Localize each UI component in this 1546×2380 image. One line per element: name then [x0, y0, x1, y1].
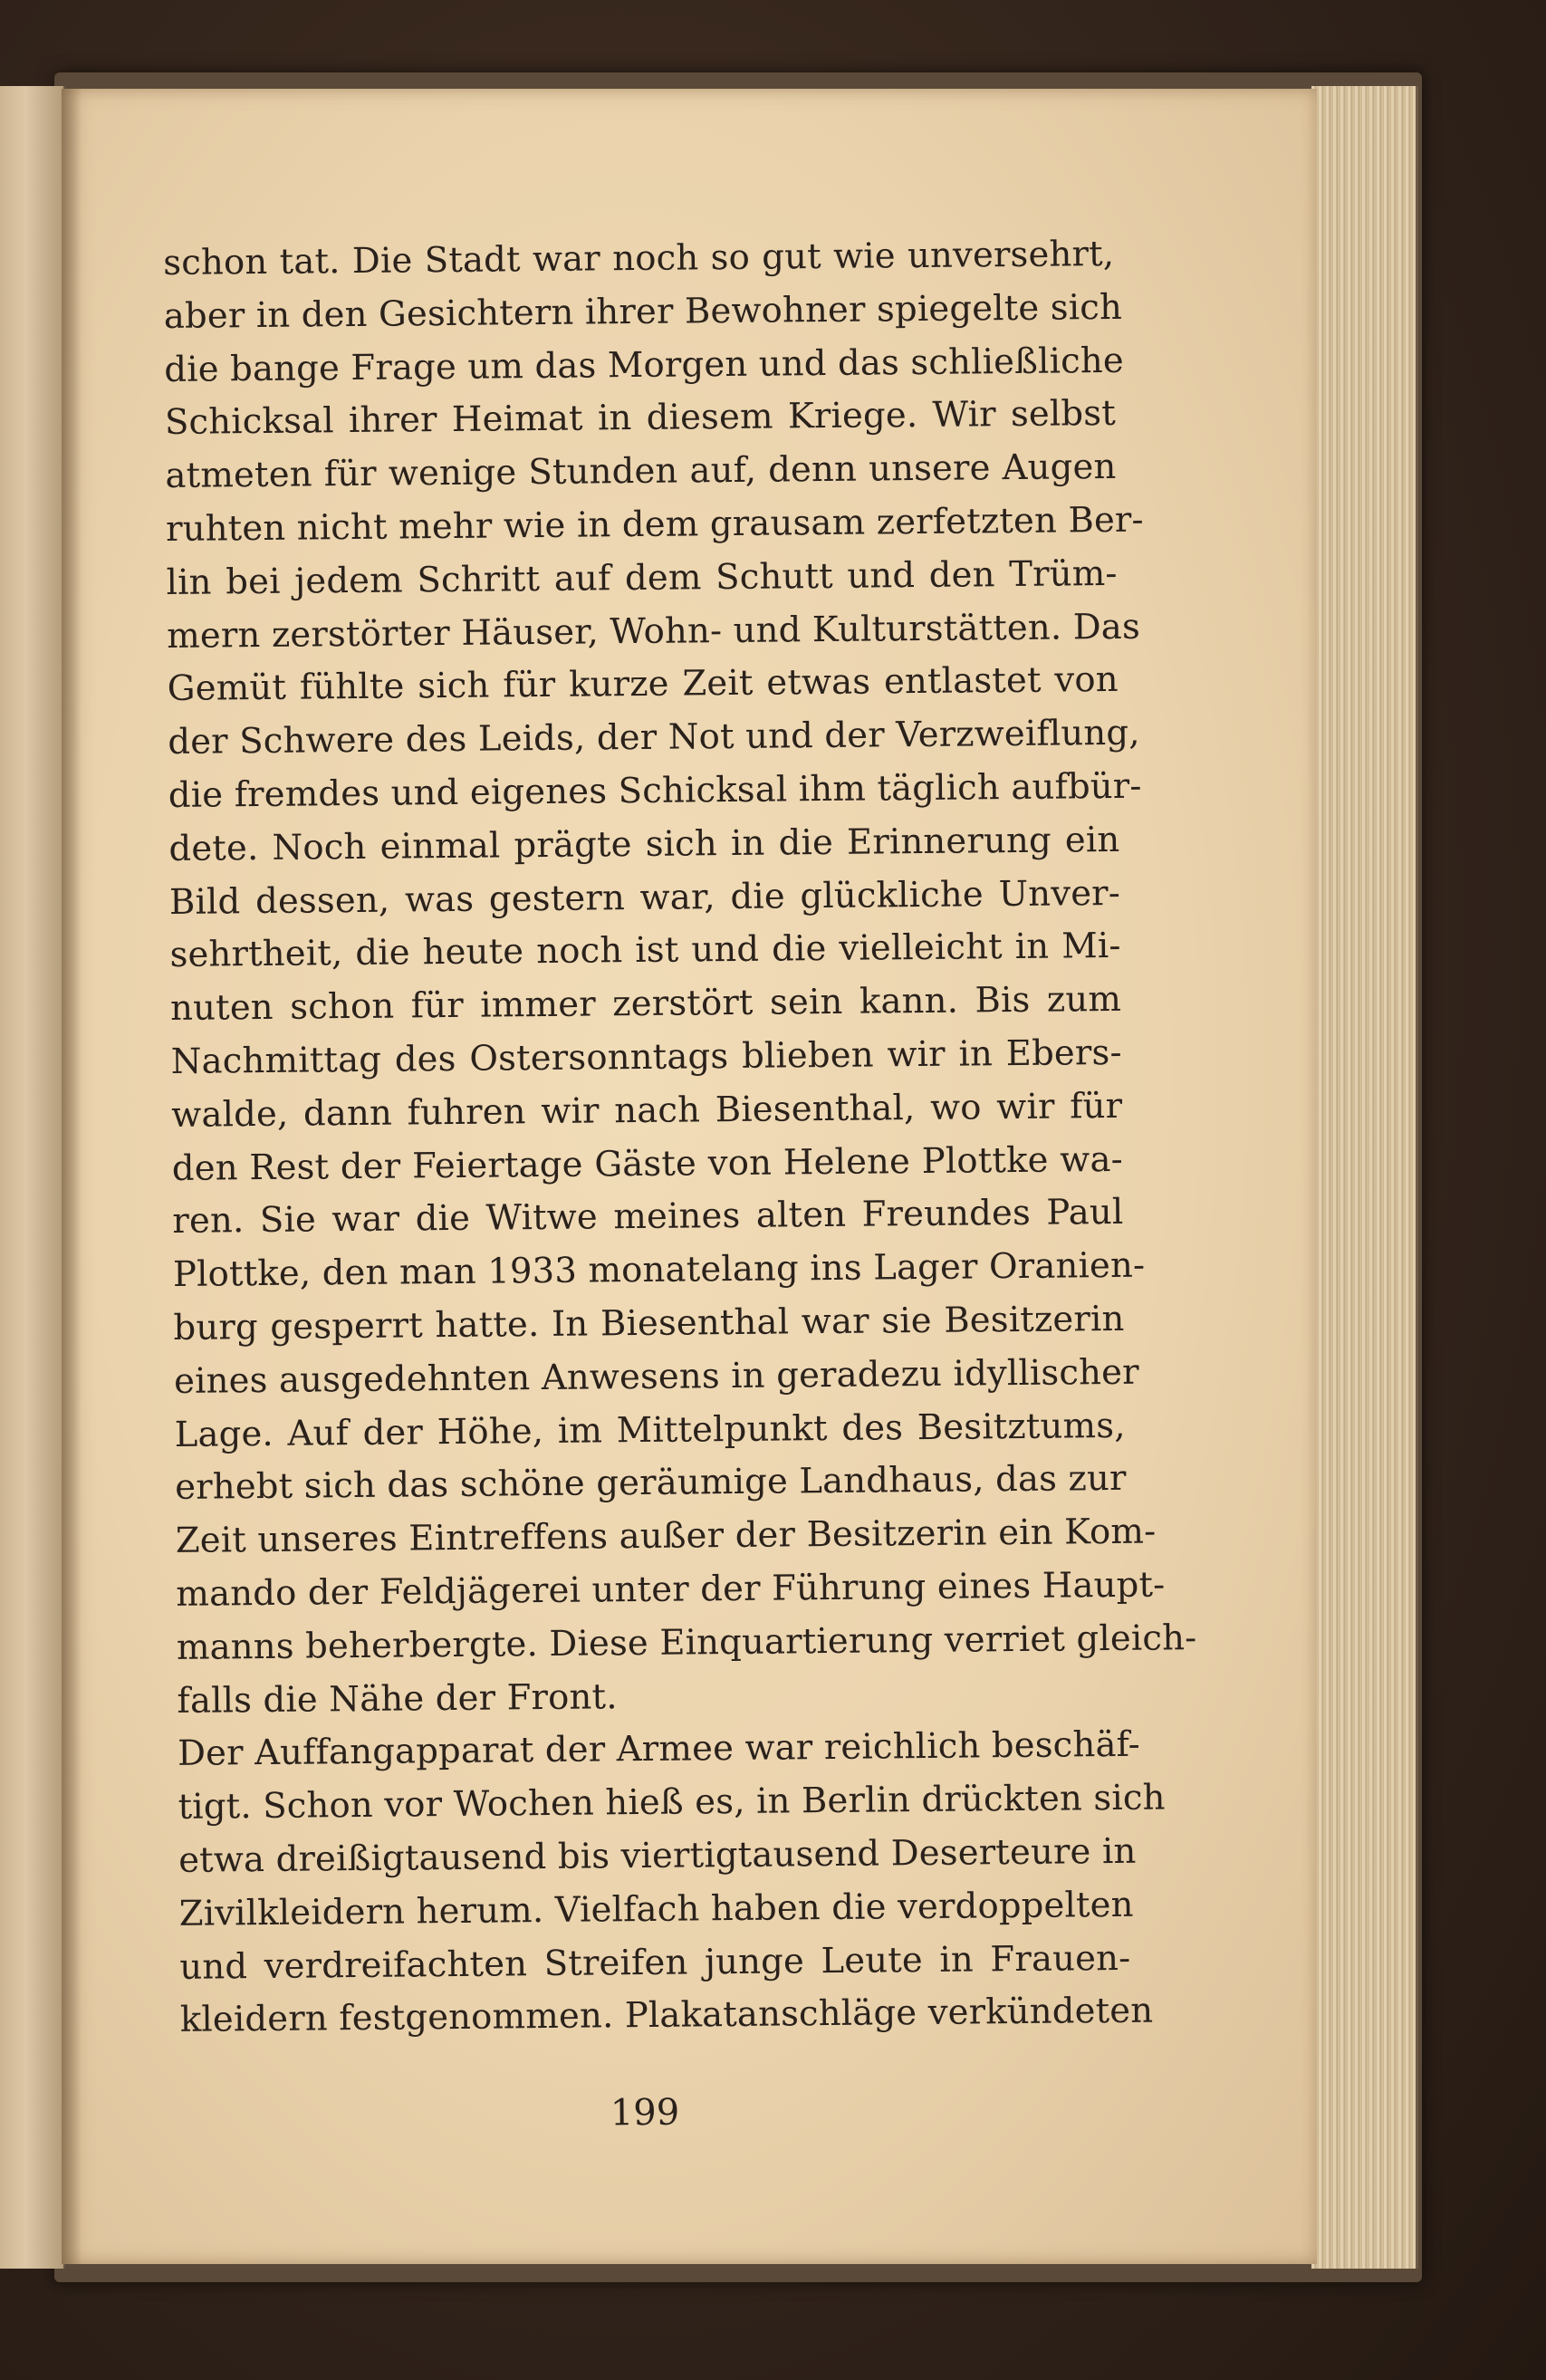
text-line: Plottke, den man 1933 monatelang ins Lager Oranien-: [172, 1244, 1146, 1296]
text-line: eines ausgedehnten Anwesens in geradezu idyllischer: [173, 1351, 1139, 1402]
gutter-shadow: [62, 89, 82, 2264]
text-line: mern zerstörter Häuser, Wohn- und Kulturstätten. Das: [167, 606, 1141, 657]
text-line: die bange Frage um das Morgen und das schließliche: [164, 340, 1125, 390]
text-line: mando der Feldjägerei unter der Führung eines Haupt-: [176, 1564, 1166, 1615]
text-line: Nachmittag des Ostersonntags blieben wir in Ebers-: [170, 1032, 1122, 1082]
text-line: Schicksal ihrer Heimat in diesem Kriege. Wir selbst: [164, 393, 1117, 444]
text-line: und verdreifachten Streifen junge Leute in Frauen-: [179, 1937, 1131, 1988]
text-line: die fremdes und eigenes Schicksal ihm täglich aufbür-: [168, 765, 1142, 816]
text-line: der Schwere des Leids, der Not und der Verzweiflung,: [168, 712, 1140, 763]
text-line: Lage. Auf der Höhe, im Mittelpunkt des Besitztums,: [174, 1405, 1126, 1455]
text-line: ruhten nicht mehr wie in dem grausam zerfetzten Ber-: [165, 499, 1144, 550]
text-line: sehrtheit, die heute noch ist und die vielleicht in Mi-: [169, 926, 1121, 976]
page-stack-edge: [1311, 86, 1418, 2269]
text-line: manns beherbergte. Diese Einquartierung verriet gleich-: [176, 1617, 1197, 1668]
text-line: Zeit unseres Eintreffens außer der Besitzerin ein Kom-: [175, 1511, 1157, 1562]
text-line: den Rest der Feiertage Gäste von Helene Plottke wa-: [171, 1138, 1124, 1189]
text-line: dete. Noch einmal prägte sich in die Erinnerung ein: [168, 819, 1120, 869]
text-line: nuten schon für immer zerstört sein kann. Bis zum: [169, 979, 1122, 1030]
text-line: kleidern festgenommen. Plakatanschläge verkündeten: [179, 1990, 1154, 2041]
text-line: walde, dann fuhren wir nach Biesenthal, wo wir für: [171, 1085, 1123, 1136]
text-line: atmeten für wenige Stunden auf, denn unsere Augen: [165, 446, 1117, 497]
text-line: schon tat. Die Stadt war noch so gut wie unversehrt,: [163, 233, 1115, 283]
body-text: [163, 228, 1197, 2048]
text-line: burg gesperrt hatte. In Biesenthal war sie Besitzerin: [173, 1298, 1125, 1348]
text-line: falls die Nähe der Front.: [177, 1675, 618, 1722]
text-line: Gemüt fühlte sich für kurze Zeit etwas entlastet von: [167, 659, 1119, 710]
text-line: Zivilkleidern herum. Vielfach haben die verdoppelten: [178, 1884, 1134, 1934]
text-line: ren. Sie war die Witwe meines alten Freundes Paul: [172, 1192, 1124, 1243]
text-line: aber in den Gesichtern ihrer Bewohner spiegelte sich: [163, 286, 1123, 337]
text-line: tigt. Schon vor Wochen hieß es, in Berlin drückten sich: [178, 1777, 1166, 1828]
text-line: lin bei jedem Schritt auf dem Schutt und den Trüm-: [166, 552, 1118, 603]
text-line: etwa dreißigtausend bis viertigtausend Deserteure in: [178, 1830, 1137, 1881]
text-line: Der Auffangapparat der Armee war reichlich beschäf-: [177, 1724, 1141, 1775]
text-line: Bild dessen, was gestern war, die glückliche Unver-: [168, 872, 1121, 923]
left-page-edge: [0, 86, 65, 2269]
text-line: erhebt sich das schöne geräumige Landhaus, das zur: [175, 1458, 1127, 1509]
page-number: 199: [610, 2091, 680, 2135]
